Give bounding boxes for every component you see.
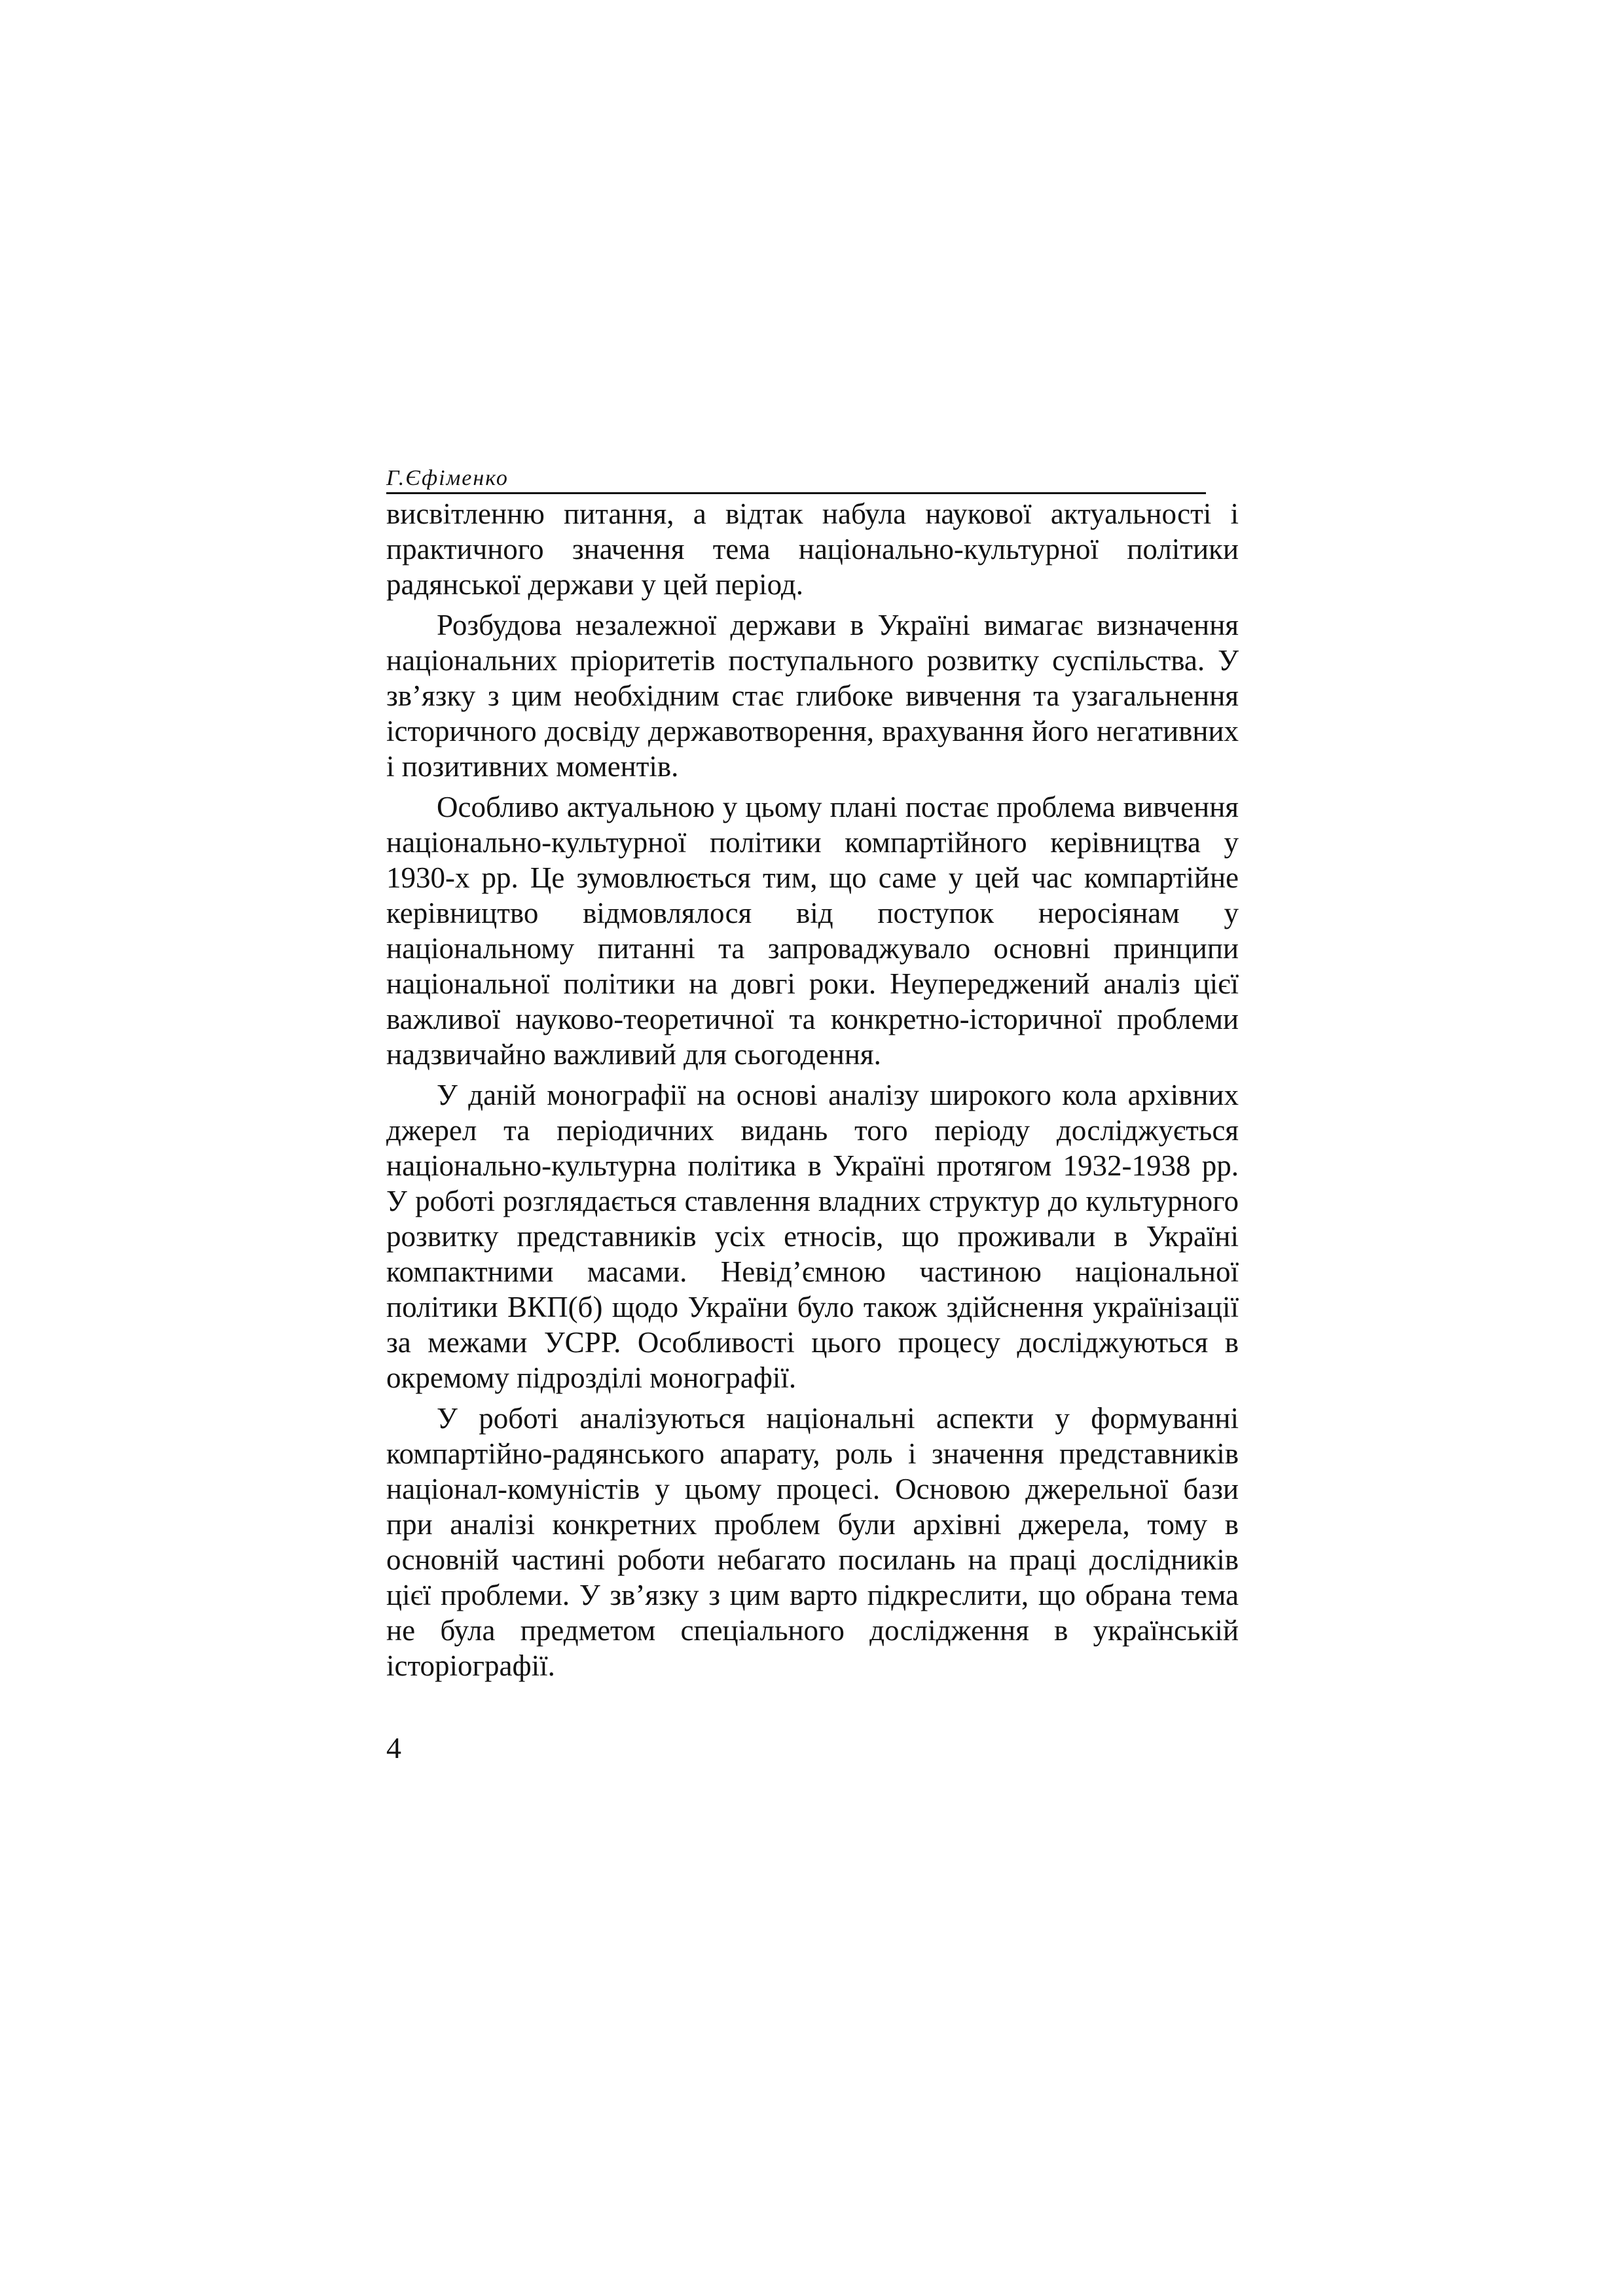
paragraph: Розбудова незалежної держави в Україні вимагає визначення національних пріоритетів поступального розвитку суспільства. У зв’язку з цим необхідним стає глибоке вивчення та узагальнення історичного досвіду державотворення, врахування його негативних і позитивних моментів. <box>386 609 1239 783</box>
paragraph-continued: висвітленню питання, а відтак набула наукової актуальності і практичного значення тема національно-культурної політики радянської держави у цей період. <box>386 497 1239 601</box>
main-text <box>386 496 1239 1689</box>
running-head-author: Г.Єфіменко <box>386 466 509 490</box>
paragraph: Особливо актуальною у цьому плані постає проблема вивчення національно-культурної політики компартійного керівництва у 1930-х рр. Це зумовлюється тим, що саме у цей час компартійне керівництво відмовлялося від поступок неросіянам у національному питанні та запроваджувало основні принципи національної політики на довгі роки. Неупереджений аналіз цієї важливої науково-теоретичної та конкретно-історичної проблеми надзвичайно важливий для сьогодення. <box>386 791 1239 1071</box>
paragraph: У роботі аналізуються національні аспекти у формуванні компартійно-радянського апарату, роль і значення представників націонал-комуністів у цьому процесі. Основою джерельної бази при аналізі конкретних проблем були архівні джерела, тому в основній частині роботи небагато посилань на праці дослідників цієї проблеми. У зв’язку з цим варто підкреслити, що обрана тема не була предметом спеціального дослідження в українській історіографії. <box>386 1402 1239 1682</box>
page-number: 4 <box>386 1731 401 1765</box>
paragraph: У даній монографії на основі аналізу широкого кола архівних джерел та періодичних видань того періоду досліджується національно-культурна політика в Україні протягом 1932-1938 рр. У роботі розглядається ставлення владних структур до культурного розвитку представників усіх етносів, що проживали в Україні компактними масами. Невід’ємною частиною національної політики ВКП(б) щодо України було також здійснення українізації за межами УСРР. Особливості цього процесу досліджуються в окремому підрозділі монографії. <box>386 1079 1239 1394</box>
page-header <box>386 463 1206 494</box>
